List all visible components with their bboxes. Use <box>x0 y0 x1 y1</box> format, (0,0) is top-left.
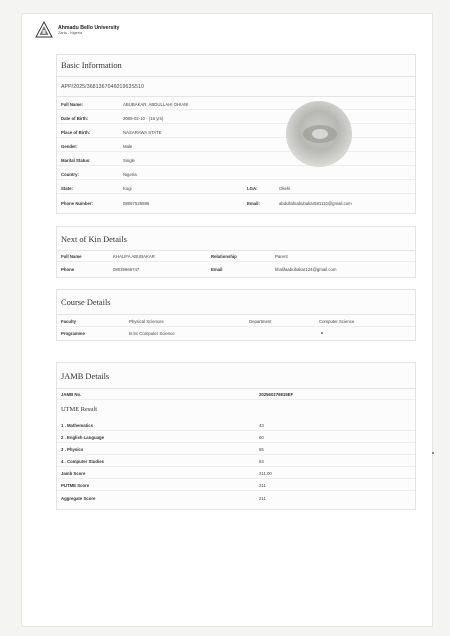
university-name: Ahmadu Bello University <box>58 24 120 31</box>
country-value: Nigeria <box>123 172 137 177</box>
basic-information-section <box>56 54 416 214</box>
phone-email-row <box>57 198 415 208</box>
field-row <box>57 114 415 124</box>
university-seal-icon <box>34 20 54 40</box>
field-row <box>57 142 415 152</box>
field-label: Email: <box>247 200 260 206</box>
field-row <box>57 156 415 166</box>
course-row <box>57 328 415 338</box>
subject-score: 60 <box>259 435 264 440</box>
state-lga-row <box>57 184 415 194</box>
field-row <box>57 100 415 110</box>
kin-relationship-value: Parent <box>275 254 288 259</box>
score-row <box>57 469 415 479</box>
department-value: Computer Science <box>319 319 355 324</box>
score-label: PUTME Score <box>61 483 90 488</box>
jamb-number-row <box>57 390 415 400</box>
scan-speck <box>432 452 434 454</box>
field-label: Department <box>249 319 272 324</box>
subject-label: 3 . Physics <box>61 447 84 452</box>
lga-value: Okehi <box>279 186 291 191</box>
section-title: Next of Kin Details <box>61 235 127 244</box>
utme-result-title: UTME Result <box>61 406 98 413</box>
subject-row <box>57 421 415 431</box>
kin-email-value: khalifaabubakar124@gmail.com <box>275 266 337 272</box>
subject-row <box>57 457 415 467</box>
next-of-kin-section <box>56 226 416 278</box>
marital-status-value: Single <box>123 158 135 163</box>
kin-phone-value: 08039666747 <box>113 266 140 272</box>
field-label: Marital Status: <box>61 158 91 163</box>
email-value: abdullahiabubakar581110@gmail.com <box>279 200 352 206</box>
subject-label: 1 . Mathematics <box>61 423 94 428</box>
field-label: Full Name: <box>61 102 83 107</box>
section-title: JAMB Details <box>61 372 110 381</box>
subject-score: 55 <box>259 447 264 452</box>
field-row <box>57 170 415 180</box>
score-row <box>57 481 415 491</box>
full-name-value: ABUBAKAR, ABDULLAHI OHIANI <box>123 102 189 107</box>
kin-row <box>57 252 415 262</box>
field-label: LGA: <box>247 186 258 191</box>
section-title: Basic Information <box>61 61 122 70</box>
field-label: Faculty <box>61 319 77 324</box>
university-header <box>34 20 119 40</box>
subject-label: 2 . English Language <box>61 435 104 440</box>
course-details-section <box>56 289 416 341</box>
score-label: Aggregate Score <box>61 495 96 501</box>
field-label: Phone Number: <box>61 200 93 206</box>
field-label: Relationship <box>211 254 237 259</box>
application-number: APP/2025/368136704601963S510 <box>61 84 144 90</box>
field-label: Country: <box>61 172 79 177</box>
field-label: Full Name <box>61 254 82 259</box>
passport-photo <box>286 101 352 167</box>
field-label: Phone <box>61 266 75 272</box>
field-label: Date of Birth: <box>61 116 89 121</box>
putme-score-value: 211 <box>259 483 266 488</box>
field-label: JAMB No. <box>61 392 82 397</box>
university-location: Zaria - Nigeria <box>58 31 83 36</box>
gender-value: Male <box>123 144 133 149</box>
subject-row <box>57 433 415 443</box>
subject-score: 43 <box>259 423 264 428</box>
score-label: Jamb Score <box>61 471 86 476</box>
programme-value: B.Sc Computer Science <box>129 330 175 336</box>
score-row <box>57 493 415 503</box>
place-of-birth-value: NASARAWA STATE <box>123 130 162 135</box>
subject-label: 4 . Computer Studies <box>61 459 104 464</box>
kin-row <box>57 264 415 274</box>
jamb-number-value: 202560276815EF <box>259 392 294 397</box>
phone-value: 08067526586 <box>123 200 150 206</box>
jamb-score-value: 211.00 <box>259 471 272 476</box>
aggregate-score-value: 211 <box>259 495 266 501</box>
faculty-value: Physical Sciences <box>129 319 164 324</box>
field-label: Place of Birth: <box>61 130 91 135</box>
field-label: State: <box>61 186 73 191</box>
bullet-icon <box>321 332 323 334</box>
date-of-birth-value: 2009-02-10 - (16 yrs) <box>123 116 164 121</box>
section-title: Course Details <box>61 298 111 307</box>
subject-row <box>57 445 415 455</box>
field-row <box>57 128 415 138</box>
subject-score: 53 <box>259 459 264 464</box>
field-label: Email <box>211 266 223 272</box>
kin-name-value: KHALIFA ABUBAKAR <box>113 254 155 259</box>
course-row <box>57 317 415 327</box>
jamb-details-section <box>56 362 416 510</box>
field-label: Gender: <box>61 144 78 149</box>
state-value: Kogi <box>123 186 132 191</box>
field-label: Programme <box>61 330 85 336</box>
